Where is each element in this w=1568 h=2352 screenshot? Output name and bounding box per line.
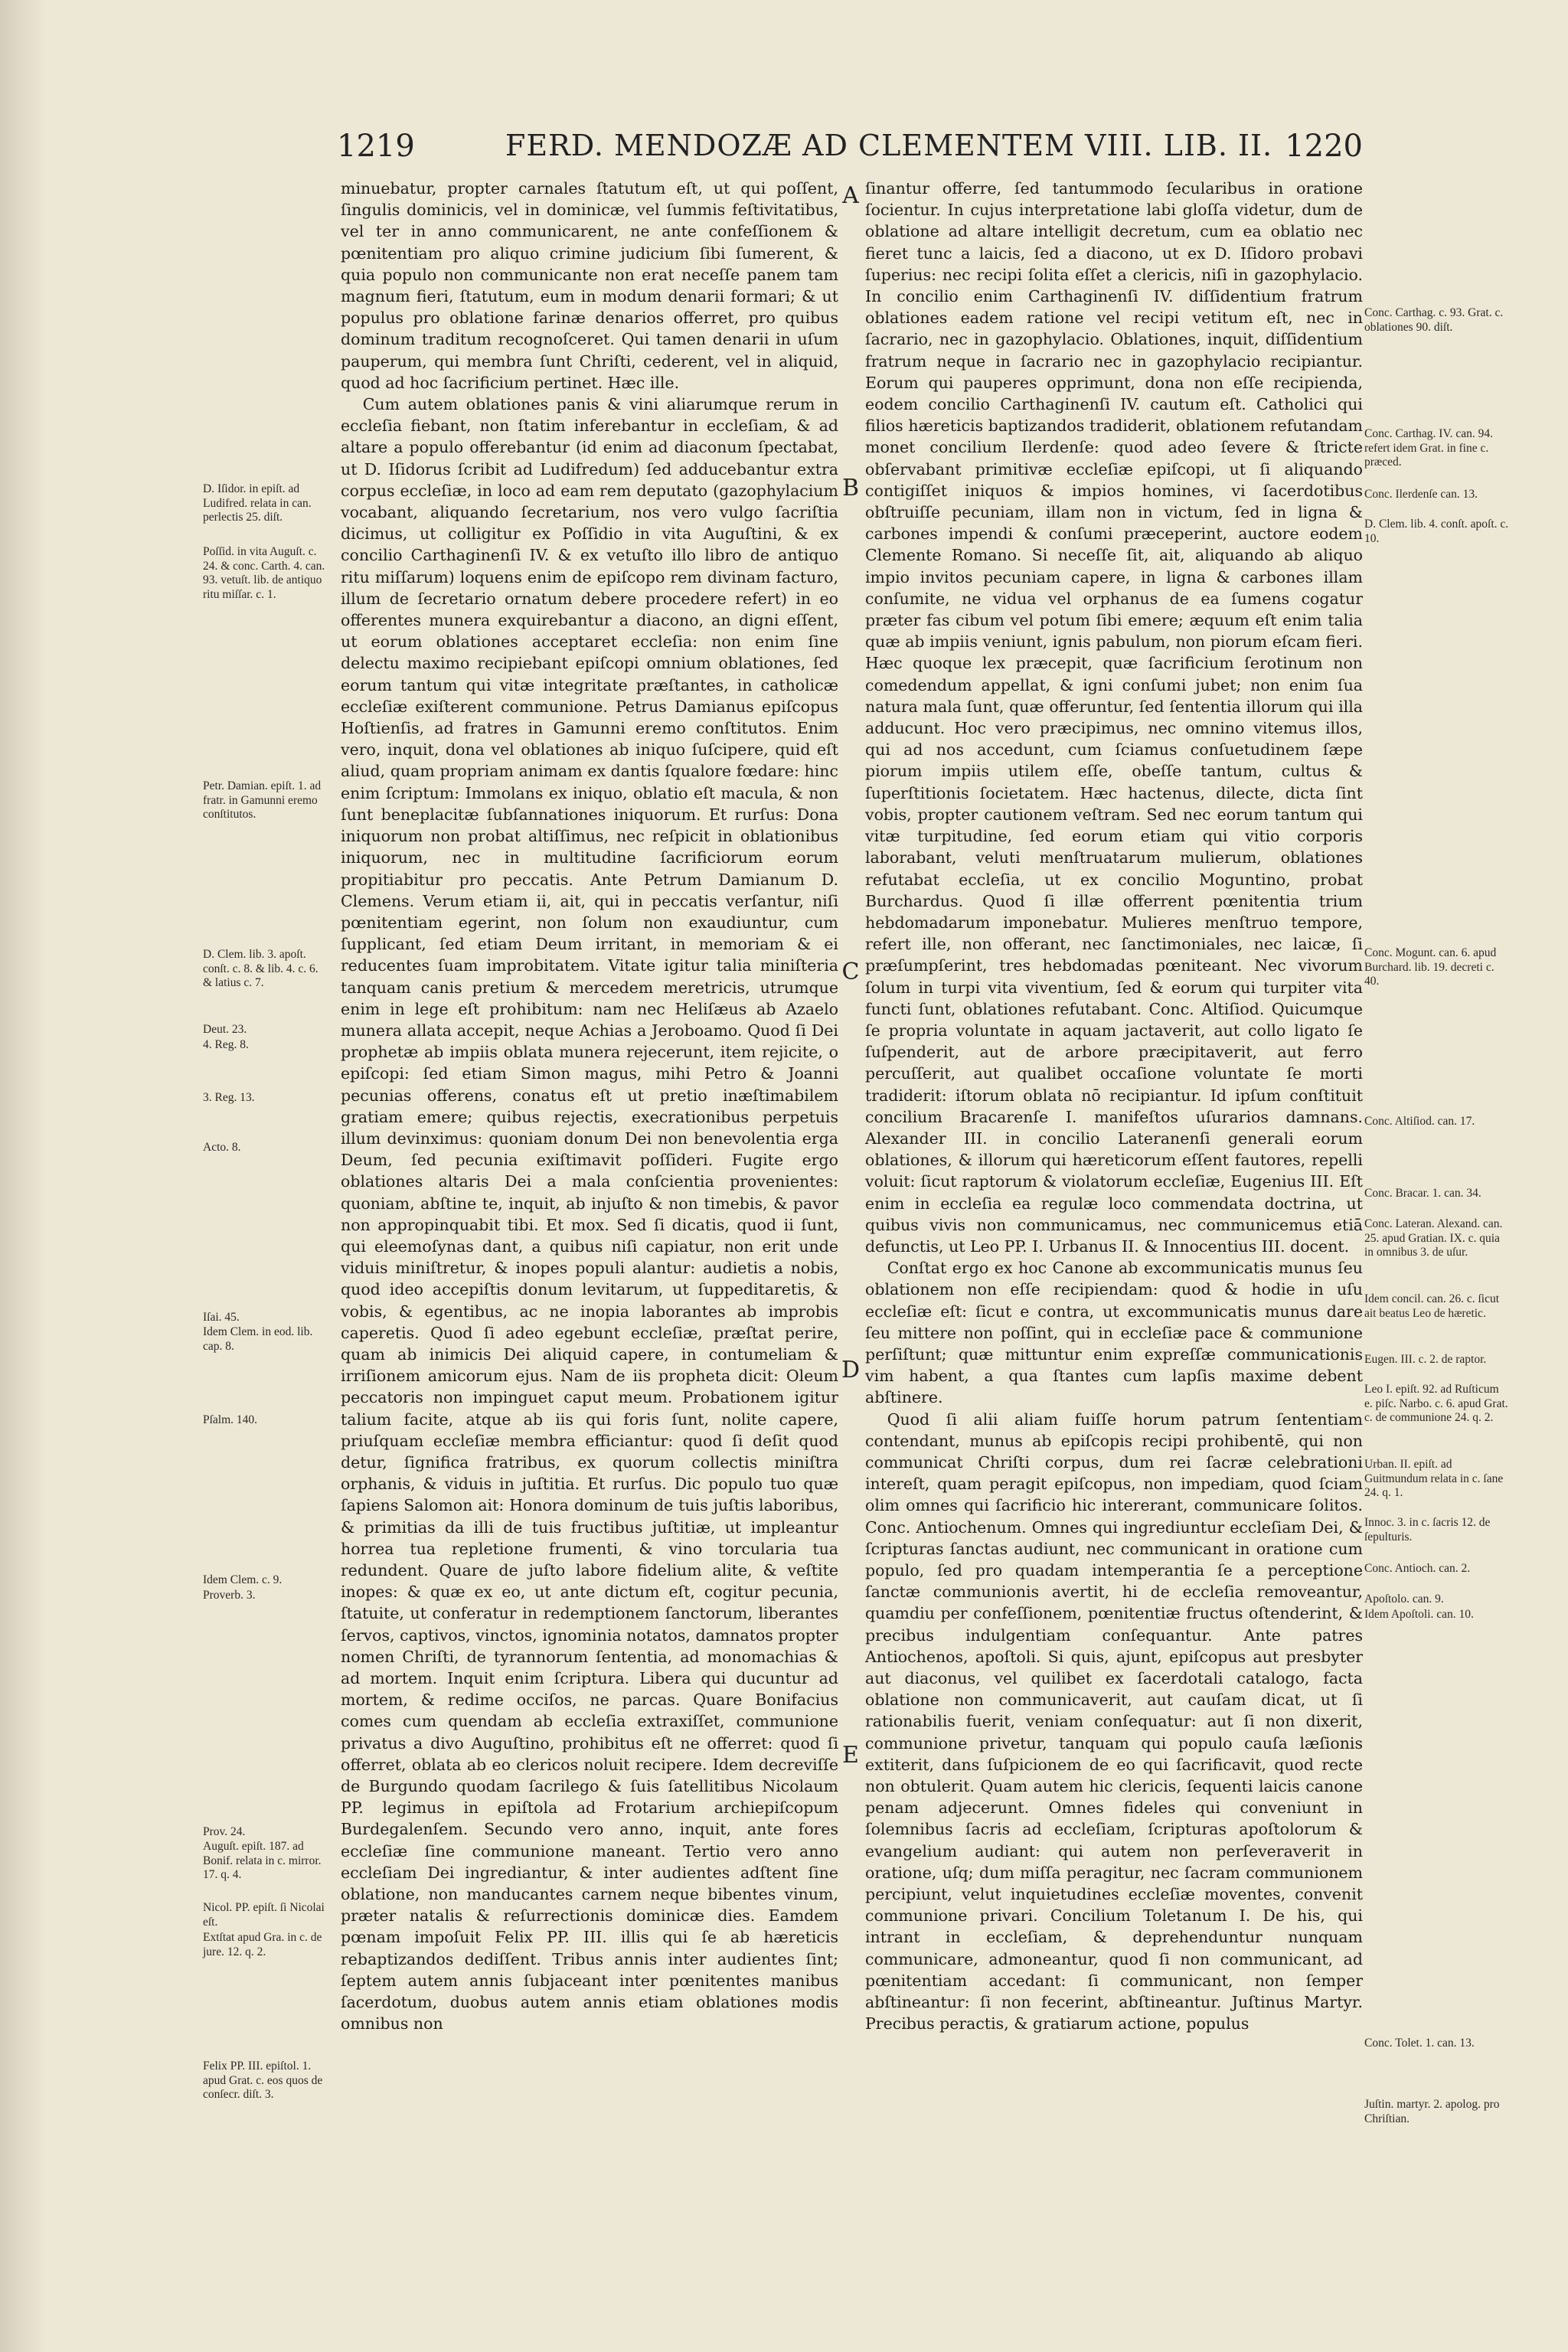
running-title: FERD. MENDOZÆ AD CLEMENTEM VIII. LIB. II. [505,129,1273,162]
margin-note: Petr. Damian. epiſt. 1. ad fratr. in Gamunni eremo conſtitutos. [203,779,322,821]
left-text-column [341,178,838,2034]
section-letter: D [841,1357,861,1383]
right-text-column [865,178,1363,2034]
page-number-left: 1219 [337,129,415,164]
margin-note: Deut. 23. [203,1023,247,1036]
margin-note: Conc. Carthag. IV. can. 94. refert idem Grat. in fine c. præced. [1364,427,1494,469]
margin-note: Idem Clem. in eod. lib. cap. 8. [203,1325,313,1353]
margin-note: Conc. Tolet. 1. can. 13. [1364,2037,1475,2050]
margin-note: Urban. II. epiſt. ad Guitmundum relata in c. ſane 24. q. 1. [1364,1458,1504,1499]
margin-note: Conc. Ilerdenſe can. 13. [1364,488,1478,501]
margin-note: Leo I. epiſt. 92. ad Ruſticum e. piſc. Narbo. c. 6. apud Grat. c. de communione 24. q. 2. [1364,1383,1508,1424]
margin-note: Pſalm. 140. [203,1413,258,1426]
margin-note: Acto. 8. [203,1141,241,1154]
margin-note: Idem Apoſtoli. can. 10. [1364,1608,1474,1621]
margin-note: Innoc. 3. in c. ſacris 12. de ſepulturis. [1364,1516,1491,1544]
margin-note: Conc. Antioch. can. 2. [1364,1562,1471,1575]
margin-note: Conc. Mogunt. can. 6. apud Burchard. lib. 19. decreti c. 40. [1364,946,1497,988]
margin-note: Nicol. PP. epiſt. ſi Nicolai eſt. [203,1901,325,1929]
margin-note: 4. Reg. 8. [203,1038,249,1051]
margin-note: Prov. 24. [203,1825,246,1838]
margin-note: D. Clem. lib. 4. conſt. apoſt. c. 10. [1364,518,1509,545]
margin-note: Eugen. III. c. 2. de raptor. [1364,1353,1487,1366]
paragraph: ſinantur offerre, ſed tantummodo ſecularibus in oratione ſocientur. In cujus interpretatione labi gloſſa videtur, dum de oblatione ad altare intelligit decretum, cum ea oblatio nec fieret tunc a laicis, ſed a diacono, ut ex D. Iſidoro probavi ſuperius: nec recipi ſolita eſſet a clericis, niſi in gazophylacio. In concilio enim Carthaginenſi IV. diſſidentium fratrum oblationes eadem ratione vel recipi vetitum eſt, nec in ſacrario, nec in gazophylacio. Oblationes, inquit, diſſidentium fratrum neque in ſacrario nec in gazophylacio recipiantur. Eorum qui pauperes opprimunt, dona non eſſe recipienda, eodem concilio Carthaginenſi IV. cautum eſt. Catholici qui filios hæreticis baptizandos tradiderit, oblationem refutandam monet concilium Ilerdenſe: quod adeo ſevere & ſtricte obſervabant primitivæ eccleſiæ epiſcopi, ut ſi aliquando contigiſſet iniquos & impios homines, vi ſacerdotibus obſtruiſſe pecuniam, illam non in victum, ſed in ligna & carbones impendi & conſumi præceperint, auctore eodem Clemente Romano. Si neceſſe ſit, ait, aliquando ab aliquo impio invitos pecuniam capere, in ligna & carbones illam conſumite, ne vidua vel orphanus de ea ſumens cogatur præter fas cibum vel potum ſibi emere; æquum eſt enim talia quæ ab impiis veniunt, ignis pabulum, non piorum eſcam fieri. Hæc quoque lex præcepit, quæ ſacrificium ſerotinum non comedendum appellat, & igni conſumi jubet; non enim ſua natura mala ſunt, quæ offeruntur, ſed ſententia illorum qui illa adducunt. Hoc vero præcipimus, nec omnino vitemus illos, qui ad nos accedunt, cum ſciamus conſuetudinem ſæpe piorum impiis utilem eſſe, obeſſe tantum, cultus & ſuperſtitionis ſocietatem. Hæc hactenus, dilecte, dicta ſint vobis, propter cautionem veſtram. Sed nec eorum tantum qui vitæ turpitudine, ſed eorum etiam qui vitio corporis laborabant, veluti menſtruatarum mulierum, oblationes refutabat eccleſia, ut ex concilio Moguntino, probat Burchardus. Quod ſi illæ offerrent pœnitentia trium hebdomadarum imponebatur. Mulieres menſtruo tempore, refert ille, non offerant, nec ſanctimoniales, nec laicæ, ſi præſumpſerint, tres hebdomadas pœniteant. Nec vivorum ſolum in turpi vita viventium, ſed & eorum qui turpiter vita functi ſunt, oblationes refutabant. Conc. Altiſiod. Quicumque ſe propria voluntate in aquam jactaverit, aut collo ligato ſe ſuſpenderit, aut de arbore præcipitaverit, aut ferro percuſſerit, aut qualibet occaſione voluntate ſe morti tradiderit: iſtorum oblata nō recipiantur. Id ipſum conſtituit concilium Bracarenſe I. manifeſtos uſurarios damnans. Alexander III. in concilio Lateranenſi generali eorum oblationes, & illorum qui hæreticorum eſſent fautores, repelli voluit: ſicut raptorum & violatorum eccleſiæ, Eugenius III. Eſt enim in eccleſia ea regulæ loco commendata doctrina, ut quibus vivis non communicamus, nec communicemus etiā defunctis, ut Leo PP. I. Urbanus II. & Innocentius III. docent. [865,179,1363,1256]
page-number-right: 1220 [1285,129,1363,164]
margin-note: Conc. Carthag. c. 93. Grat. c. oblationes 90. diſt. [1364,306,1504,334]
paragraph: minuebatur, propter carnales ſtatutum eſt, ut qui poſſent, ſingulis dominicis, vel in dominicæ, vel ſummis feſtivitatibus, vel ter in anno communicarent, ne ante confeſſionem & pœnitentiam pro aliquo crimine judicium ſibi ſumerent, & quia populo non communicante non erat neceſſe panem tam magnum fieri, ſtatutum, eum in modum denarii formari; & ut populus pro oblatione farinæ denarios offerret, pro quibus dominum traditum recognoſceret. Qui tamen denarii in uſum pauperum, qui membra ſunt Chriſti, cederent, vel in aliquid, quod ad hoc ſacrificium pertinet. Hæc ille. [341,179,838,392]
margin-note: D. Iſidor. in epiſt. ad Ludifred. relata in can. perlectis 25. diſt. [203,482,312,524]
margin-note: Iſai. 45. [203,1311,240,1324]
margin-note: Conc. Altiſiod. can. 17. [1364,1115,1475,1128]
margin-note: Auguſt. epiſt. 187. ad Bonif. relata in c. mirror. 17. q. 4. [203,1840,322,1881]
paragraph: Quod ſi alii aliam fuiſſe horum patrum ſententiam contendant, munus ab epiſcopis recipi prohibentē, qui non communicat Chriſti corpus, dum rei ſacræ celebrationi intereſt, quam peragit epiſcopus, non impediam, quod ſciam olim omnes qui ſacrificio hic intererant, communicare ſolitos. Conc. Antiochenum. Omnes qui ingrediuntur eccleſiam Dei, & ſcripturas ſanctas audiunt, nec communicant in oratione cum populo, ſed pro quadam intemperantia ſe a perceptione ſanctæ communionis avertit, hi de eccleſia removeantur, quamdiu per confeſſionem, pœnitentiæ fructus oſtenderint, & precibus indulgentiam conſequantur. Ante patres Antiochenos, apoſtoli. Si quis, ajunt, epiſcopus aut presbyter aut diaconus, vel quilibet ex ſacerdotali catalogo, facta oblatione non communicaverit, aut cauſam dicat, ut ſi rationabilis fuerit, veniam conſequatur: aut ſi non dixerit, communione privetur, tanquam qui populo cauſa læſionis extiterit, dans ſuſpicionem de eo qui ſacrificavit, quod recte non obtulerit. Quam autem hic clericis, ſequenti laicis canone penam adjecerunt. Omnes fideles qui conveniunt in ſolemnibus ſacris ad eccleſiam, ſcripturas apoſtolorum & evangelium audiant: qui autem non perſeveraverit in oratione, uſq; dum miſſa peragitur, nec ſacram communionem percipiunt, velut inquietudines eccleſiæ moventes, convenit communione privari. Concilium Toletanum I. De his, qui intrant in eccleſiam, & deprehenduntur nunquam communicare, admoneantur, quod ſi non communicant, ad pœnitentiam accedant: ſi communicant, non ſemper abſtineantur: ſi non fecerint, abſtineantur. Juſtinus Martyr. Precibus peractis, & gratiarum actione, populus [865,1410,1363,2034]
margin-note: D. Clem. lib. 3. apoſt. conſt. c. 8. & lib. 4. c. 6. & latius c. 7. [203,948,318,989]
margin-note: Conc. Bracar. 1. can. 34. [1364,1187,1481,1200]
paragraph: Cum autem oblationes panis & vini aliarumque rerum in eccleſia fiebant, non ſtatim inferebantur in eccleſiam, & ad altare a populo offerebantur (id enim ad diaconum ſpectabat, ut D. Iſidorus ſcribit ad Ludifredum) ſed adducebantur extra corpus eccleſiæ, in loco ad eam rem deputato (gazophylacium vocabant, aliquando ſecretarium, nos vero vulgo ſacriſtia dicimus, ut colligitur ex Poſſidio in vita Auguſtini, & ex concilio Carthaginenſi IV. & ex vetuſto illo libro de antiquo ritu miſſarum) loquens enim de epiſcopo rem divinam facturo, illum de ſecretario ornatum debere procedere refert) in eo offerentes munera exquirebantur a diacono, an digni eſſent, ut eorum oblationes acceptaret eccleſia: non enim ſine delectu maximo recipiebant epiſcopi omnium oblationes, ſed eorum tantum qui vitæ integritate præſtantes, in catholicæ eccleſiæ exiſterent communione. Petrus Damianus epiſcopus Hoſtienſis, ad fratres in Gamunni eremo conſtitutos. Enim vero, inquit, dona vel oblationes ab iniquo ſuſcipere, quid eſt aliud, quam propriam animam ex dantis ſqualore fœdare: hinc enim ſcriptum: Immolans ex iniquo, oblatio eſt macula, & non ſunt beneplacitæ ſubſannationes iniquorum. Et rurſus: Dona iniquorum non probat altiſſimus, nec reſpicit in oblationibus iniquorum, nec in multitudine ſacrificiorum eorum propitiabitur pro peccatis. Ante Petrum Damianum D. Clemens. Verum etiam ii, ait, qui in peccatis verſantur, niſi pœnitentiam egerint, non ſolum non exaudiuntur, cum ſupplicant, ſed etiam Deum irritant, in memoriam & ei reducentes ſuam improbitatem. Vitate igitur talia miniſteria tanquam canis pretium & mercedem meretricis, utrumque enim in lege eſt prohibitum: nam nec Heliſæus ab Azaelo munera allata accepit, neque Achias a Jeroboamo. Quod ſi Dei prophetæ ab impiis oblata munera rejecerunt, item rejicite, o epiſcopi: ſed etiam Simon magus, mihi Petro & Joanni pecunias offerens, conatus eſt ut pretio inæſtimabilem gratiam emere; quibus rejectis, execrationibus perpetuis illum devinximus: quoniam donum Dei non benevolentia erga Deum, ſed pecunia exiſtimavit poſſideri. Fugite ergo oblationes altaris Dei a mala conſcientia provenientes: quoniam, abſtine te, inquit, ab injuſto & non timebis, & pavor non appropinquabit tibi. Et mox. Sed ſi dicatis, quod ii ſunt, qui eleemoſynas dant, a quibus niſi capiatur, non erit unde viduis miniſtretur, & inopes populi alantur: audietis a nobis, quod ideo accepiſtis donum levitarum, ut ſuppeditaretis, & vobis, & egentibus, ac ne inopia laborantes ab improbis caperetis. Quod ſi adeo egebunt eccleſiæ, præſtat perire, quam ab inimicis Dei aliquid capere, in contumeliam & irriſionem amicorum ejus. Nam de iis propheta dicit: Oleum peccatoris non impinguet caput meum. Probationem igitur talium facite, atque ab iis qui foris ſunt, nolite capere, priuſquam eccleſiæ membra efficiantur: quod ſi deſit quod detur, ſignifica fratribus, ex quorum collectis miniſtra orphanis, & viduis in juſtitia. Et rurſus. Dic populo tuo quæ ſapiens Salomon ait: Honora dominum de tuis juſtis laboribus, & primitias da illi de tuis fructibus juſtitiæ, ut impleantur horrea tua repletione frumenti, & vino torcularia tua redundent. Quare de juſto labore fidelium alite, & veſtite inopes: & quæ ex eo, ut ante dictum eſt, cogitur pecunia, ſtatuite, ut conferatur in redemptionem ſanctorum, liberantes ſervos, captivos, vinctos, ignominia notatos, damnatos propter nomen Chriſti, de tyrannorum ſententia, ad monomachias & ad mortem. Inquit enim ſcriptura. Libera qui ducuntur ad mortem, & redime occiſos, ne parcas. Quare Bonifacius comes cum quendam ab eccleſia extraxiſſet, communione privatus a divo Auguſtino, prohibitus eſt ne offerret: quod ſi offerret, oblata ab eo clericos noluit recipere. Idem decreviſſe de Burgundo quodam ſacrilego & ſuis ſatellitibus Nicolaum PP. legimus in epiſtola ad Frotarium archiepiſcopum Burdegalenſem. Secundo vero anno, inquit, ante fores eccleſiæ ſine communione maneant. Tertio vero anno eccleſiam Dei ingrediantur, & inter audientes adſtent ſine oblatione, non manducantes carnem neque bibentes vinum, præter natalis & reſurrectionis dominicæ dies. Eamdem pœnam impoſuit Felix PP. III. illis qui ſe ab hæreticis rebaptizandos dediſſent. Tribus annis inter audientes ſint; ſeptem autem annis ſubjaceant inter pœnitentes manibus ſacerdotum, duobus autem annis etiam oblationes modis omnibus non [341,395,838,2034]
section-letter: A [842,182,859,209]
page-header [337,129,1363,175]
margin-note: Poſſid. in vita Auguſt. c. 24. & conc. Carth. 4. can. 93. vetuſt. lib. de antiquo ritu miſſar. c. 1. [203,545,325,601]
section-letter: E [842,1742,859,1769]
margin-note: 3. Reg. 13. [203,1091,255,1104]
margin-note: Apoſtolo. can. 9. [1364,1592,1444,1606]
margin-note: Idem concil. can. 26. c. ſicut ait beatus Leo de hæretic. [1364,1292,1500,1320]
paragraph: Conſtat ergo ex hoc Canone ab excommunicatis munus ſeu oblationem non eſſe recipiendam: quod & hodie in uſu eccleſiæ eſt: ſicut e contra, ut excommunicatis munus dare ſeu mittere non poſſint, qui in eccleſiæ pace & communione perſiſtunt; quæ mittuntur enim expreſſæ communicationis vim habent, a qua ſtantes cum lapſis maxime debent abſtinere. [865,1259,1363,1407]
section-letter: C [841,959,860,985]
page-edge-shadow [0,0,46,2352]
margin-note: Conc. Lateran. Alexand. can. 25. apud Gratian. IX. c. quia in omnibus 3. de uſur. [1364,1217,1503,1259]
margin-note: Extſtat apud Gra. in c. de jure. 12. q. 2. [203,1931,322,1958]
section-letter: B [841,475,860,501]
margin-note: Idem Clem. c. 9. [203,1573,283,1586]
margin-note: Felix PP. III. epiſtol. 1. apud Grat. c. eos quos de conſecr. diſt. 3. [203,2060,323,2101]
margin-note: Proverb. 3. [203,1589,256,1602]
margin-note: Juſtin. martyr. 2. apolog. pro Chriſtian. [1364,2098,1500,2125]
